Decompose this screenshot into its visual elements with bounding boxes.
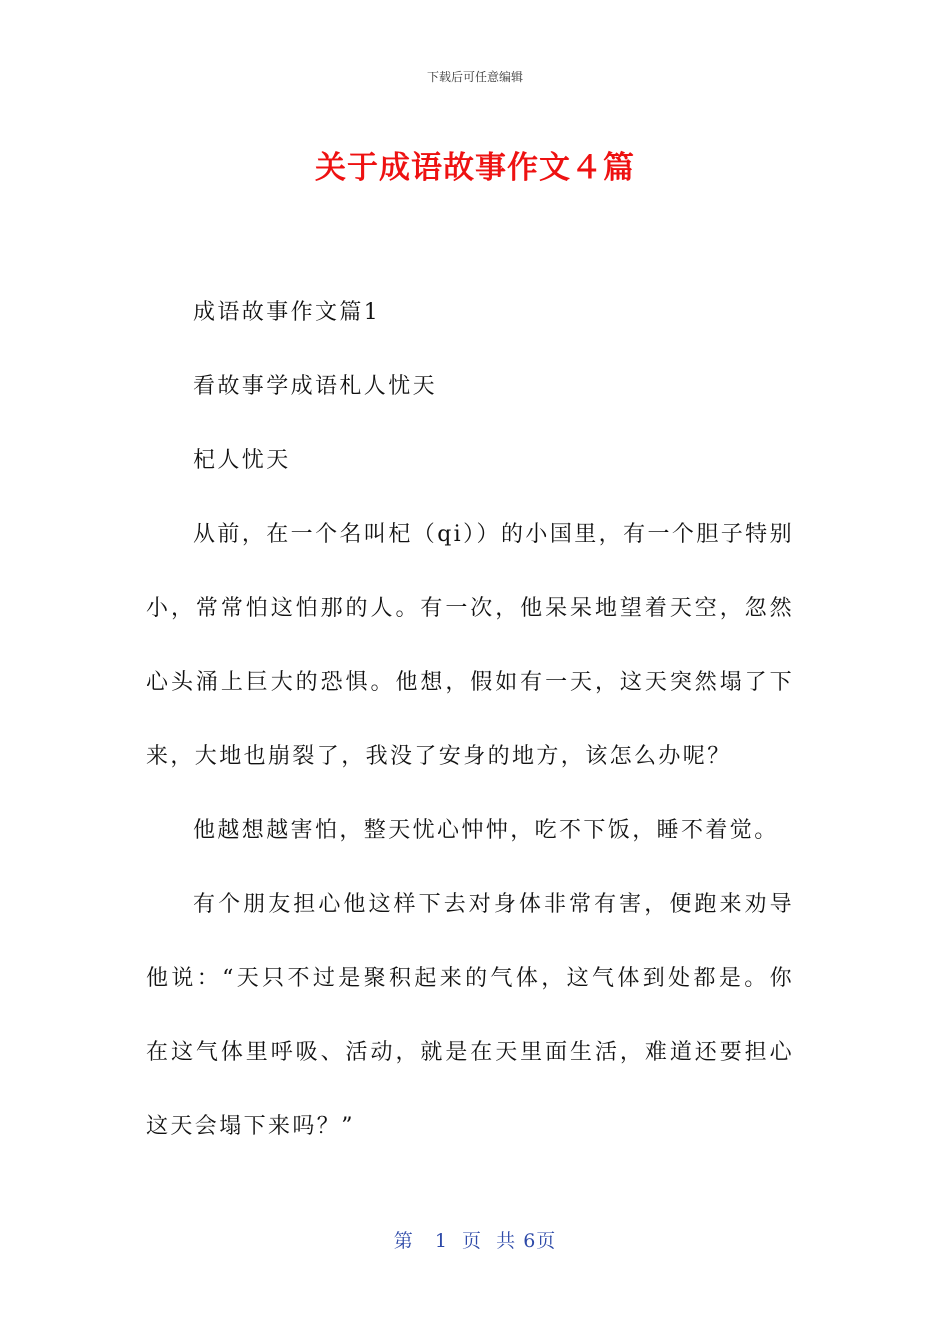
footer-total-pages: 6页: [523, 1230, 557, 1252]
document-body: [146, 276, 794, 1164]
paragraph: 成语故事作文篇1: [193, 300, 381, 325]
paragraph: 杞人忧天: [193, 448, 291, 473]
paragraph: 从前，在一个名叫杞（qi））的小国里，有一个胆子特别小，常常怕这怕那的人。有一次，他呆呆地望着天空，忽然心头涌上巨大的恐惧。他想，假如有一天，这天突然塌了下来，大地也崩裂了，我没了安身的地方，该怎么办呢？: [146, 522, 794, 769]
paragraph: 看故事学成语札人忧天: [193, 374, 438, 399]
document-title: 关于成语故事作文４篇: [315, 150, 635, 186]
footer-current-page: 1: [434, 1230, 448, 1252]
footer-prefix: 第: [393, 1230, 414, 1252]
paragraph: 有个朋友担心他这样下去对身体非常有害，便跑来劝导他说：“天只不过是聚积起来的气体，这气体到处都是。你在这气体里呼吸、活动，就是在天里面生活，难道还要担心这天会塌下来吗？”: [146, 892, 794, 1139]
paragraph: 他越想越害怕，整天忧心忡忡，吃不下饭，睡不着觉。: [193, 818, 779, 843]
page-footer: [0, 1226, 950, 1253]
header-note: 下载后可任意编辑: [426, 70, 523, 84]
footer-page-word: 页: [462, 1230, 483, 1252]
footer-total-prefix: 共: [496, 1230, 517, 1252]
